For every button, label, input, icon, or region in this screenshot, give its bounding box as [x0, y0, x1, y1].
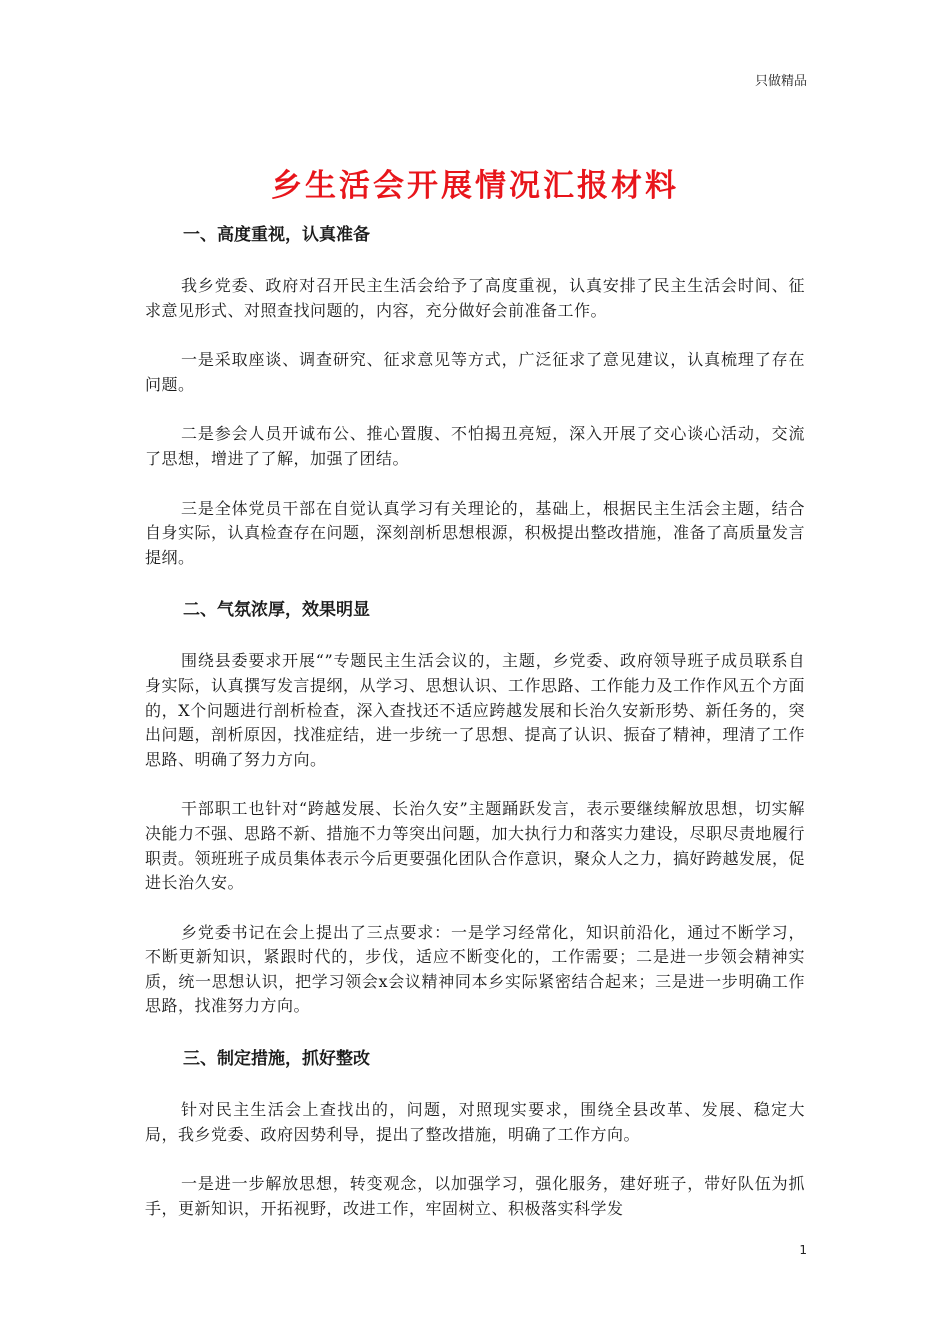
paragraph: 针对民主生活会上查找出的，问题，对照现实要求，围绕全县改革、发展、稳定大局，我乡党委、政府因势利导，提出了整改措施，明确了工作方向。 [145, 1100, 805, 1144]
paragraph: 二是参会人员开诚布公、推心置腹、不怕揭丑亮短，深入开展了交心谈心活动，交流了思想，增进了了解，加强了团结。 [145, 424, 805, 468]
page-number: 1 [799, 1243, 807, 1257]
paragraph: 三是全体党员干部在自觉认真学习有关理论的，基础上，根据民主生活会主题，结合自身实际，认真检查存在问题，深刻剖析思想根源，积极提出整改措施，准备了高质量发言提纲。 [145, 498, 806, 567]
paragraph: 干部职工也针对“跨越发展、长治久安”主题踊跃发言，表示要继续解放思想，切实解决能力不强、思路不新、措施不力等突出问题，加大执行力和落实力建设，尽职尽责地履行职责。领班班子成员集体表示今后更要强化团队合作意识，聚众人之力，搞好跨越发展，促进长治久安。 [145, 799, 806, 893]
paragraph: 围绕县委要求开展“”专题民主生活会议的，主题，乡党委、政府领导班子成员联系自身实际，认真撰写发言提纲，从学习、思想认识、工作思路、工作能力及工作作风五个方面的，X个问题进行剖析检查，深入查找还不适应跨越发展和长治久安新形势、新任务的，突出问题，剖析原因，找准症结，进一步统一了思想、提高了认识、振奋了精神，理清了工作思路、明确了努力方向。 [145, 651, 806, 769]
section-heading: 三、制定措施，抓好整改 [183, 1049, 370, 1070]
document-title: 乡生活会开展情况汇报材料 [271, 168, 679, 204]
paragraph: 乡党委书记在会上提出了三点要求：一是学习经常化，知识前沿化，通过不断学习，不断更新知识，紧跟时代的，步伐，适应不断变化的，工作需要；二是进一步领会精神实质，统一思想认识，把学习领会x会议精神同本乡实际紧密结合起来；三是进一步明确工作思路，找准努力方向。 [145, 922, 805, 1016]
section-heading: 一、高度重视，认真准备 [183, 225, 370, 245]
paragraph: 我乡党委、政府对召开民主生活会给予了高度重视，认真安排了民主生活会时间、征求意见形式、对照查找问题的，内容，充分做好会前准备工作。 [145, 276, 805, 320]
paragraph: 一是进一步解放思想，转变观念，以加强学习，强化服务，建好班子，带好队伍为抓手，更新知识，开拓视野，改进工作，牢固树立、积极落实科学发 [145, 1174, 805, 1218]
document-body [145, 220, 805, 1246]
header-note: 只做精品 [754, 74, 807, 89]
paragraph: 一是采取座谈、调查研究、征求意见等方式，广泛征求了意见建议，认真梳理了存在问题。 [145, 350, 805, 394]
section-heading: 二、气氛浓厚，效果明显 [183, 600, 370, 621]
